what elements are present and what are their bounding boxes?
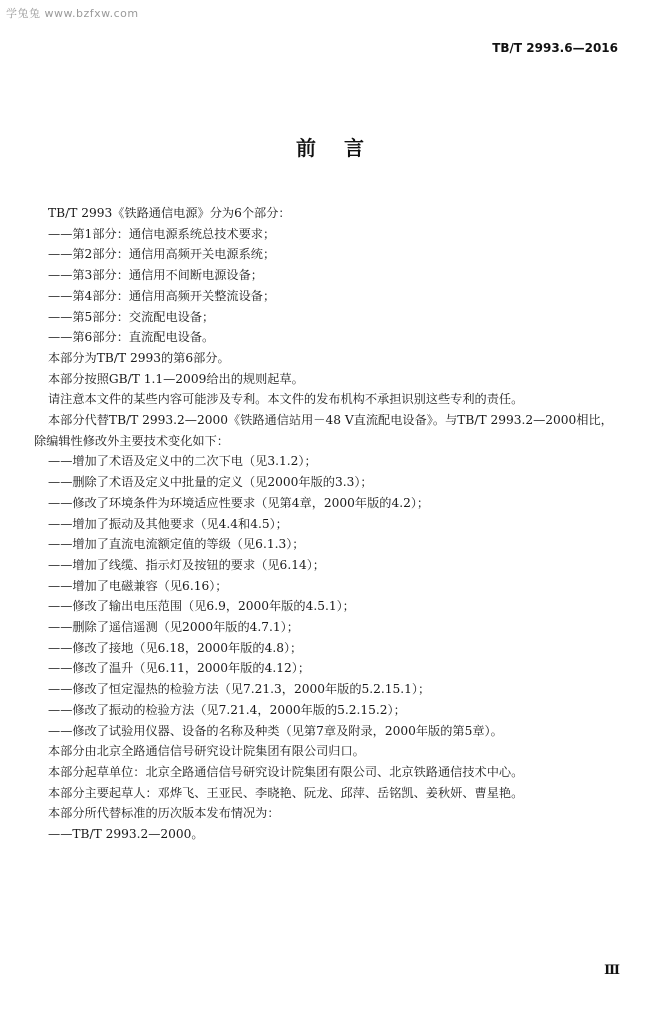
list-item-change: ——增加了直流电流额定值的等级（见6.1.3）；: [48, 537, 305, 552]
list-item-change: ——修改了振动的检验方法（见7.21.4，2000年版的5.2.15.2）；: [48, 702, 406, 717]
list-item-change: ——修改了恒定湿热的检验方法（见7.21.3，2000年版的5.2.15.1）；: [48, 682, 431, 697]
list-item-change: ——修改了试验用仪器、设备的名称及种类（见第7章及附录，2000年版的第5章）。: [48, 723, 503, 738]
paragraph-history-intro: 本部分所代替标准的历次版本发布情况为：: [48, 806, 280, 821]
page-number: Ⅲ: [604, 963, 620, 978]
foreword-body: [34, 203, 624, 845]
page-title: 前言: [296, 136, 392, 160]
paragraph-drafters: 本部分主要起草人：邓烨飞、王亚民、李晓艳、阮龙、邱萍、岳铭凯、姜秋妍、曹星艳。: [48, 785, 524, 800]
list-item-change: ——修改了接地（见6.18，2000年版的4.8）；: [48, 640, 303, 655]
list-item-part-3: ——第3部分：通信用不间断电源设备；: [48, 268, 263, 283]
list-item-part-1: ——第1部分：通信电源系统总技术要求；: [48, 226, 276, 241]
watermark: 学兔兔 www.bzfxw.com: [6, 7, 139, 20]
paragraph-drafting-rules: 本部分按照GB/T 1.1—2009给出的规则起草。: [48, 371, 304, 386]
list-item-change: ——修改了温升（见6.11，2000年版的4.12）；: [48, 661, 311, 676]
list-item-change: ——删除了遥信遥测（见2000年版的4.7.1）；: [48, 620, 299, 635]
list-item-history: ——TB/T 2993.2—2000。: [48, 827, 204, 842]
list-item-change: ——增加了线缆、指示灯及按钮的要求（见6.14）；: [48, 557, 325, 572]
document-code: TB/T 2993.6—2016: [492, 41, 618, 55]
list-item-change: ——增加了电磁兼容（见6.16）；: [48, 578, 228, 593]
paragraph-replacement: 本部分代替TB/T 2993.2—2000《铁路通信站用－48 V直流配电设备》。与TB/T 2993.2—2000相比，除编辑性修改外主要技术变化如下：: [34, 413, 613, 448]
list-item-part-4: ——第4部分：通信用高频开关整流设备；: [48, 288, 276, 303]
paragraph-parts-intro: TB/T 2993《铁路通信电源》分为6个部分：: [48, 206, 291, 220]
list-item-part-6: ——第6部分：直流配电设备。: [48, 330, 215, 345]
list-item-change: ——删除了术语及定义中批量的定义（见2000年版的3.3）；: [48, 475, 373, 490]
paragraph-patent-notice: 请注意本文件的某些内容可能涉及专利。本文件的发布机构不承担识别这些专利的责任。: [48, 392, 524, 407]
list-item-change: ——增加了术语及定义中的二次下电（见3.1.2）；: [48, 454, 317, 469]
list-item-change: ——修改了环境条件为环境适应性要求（见第4章，2000年版的4.2）；: [48, 495, 430, 510]
list-item-change: ——增加了振动及其他要求（见4.4和4.5）；: [48, 516, 288, 531]
paragraph-drafting-units: 本部分起草单位：北京全路通信信号研究设计院集团有限公司、北京铁路通信技术中心。: [48, 764, 524, 779]
paragraph-this-part: 本部分为TB/T 2993的第6部分。: [48, 350, 230, 365]
list-item-change: ——修改了输出电压范围（见6.9，2000年版的4.5.1）；: [48, 599, 355, 614]
list-item-part-2: ——第2部分：通信用高频开关电源系统；: [48, 247, 276, 262]
paragraph-responsible-org: 本部分由北京全路通信信号研究设计院集团有限公司归口。: [48, 744, 365, 759]
list-item-part-5: ——第5部分：交流配电设备；: [48, 309, 215, 324]
